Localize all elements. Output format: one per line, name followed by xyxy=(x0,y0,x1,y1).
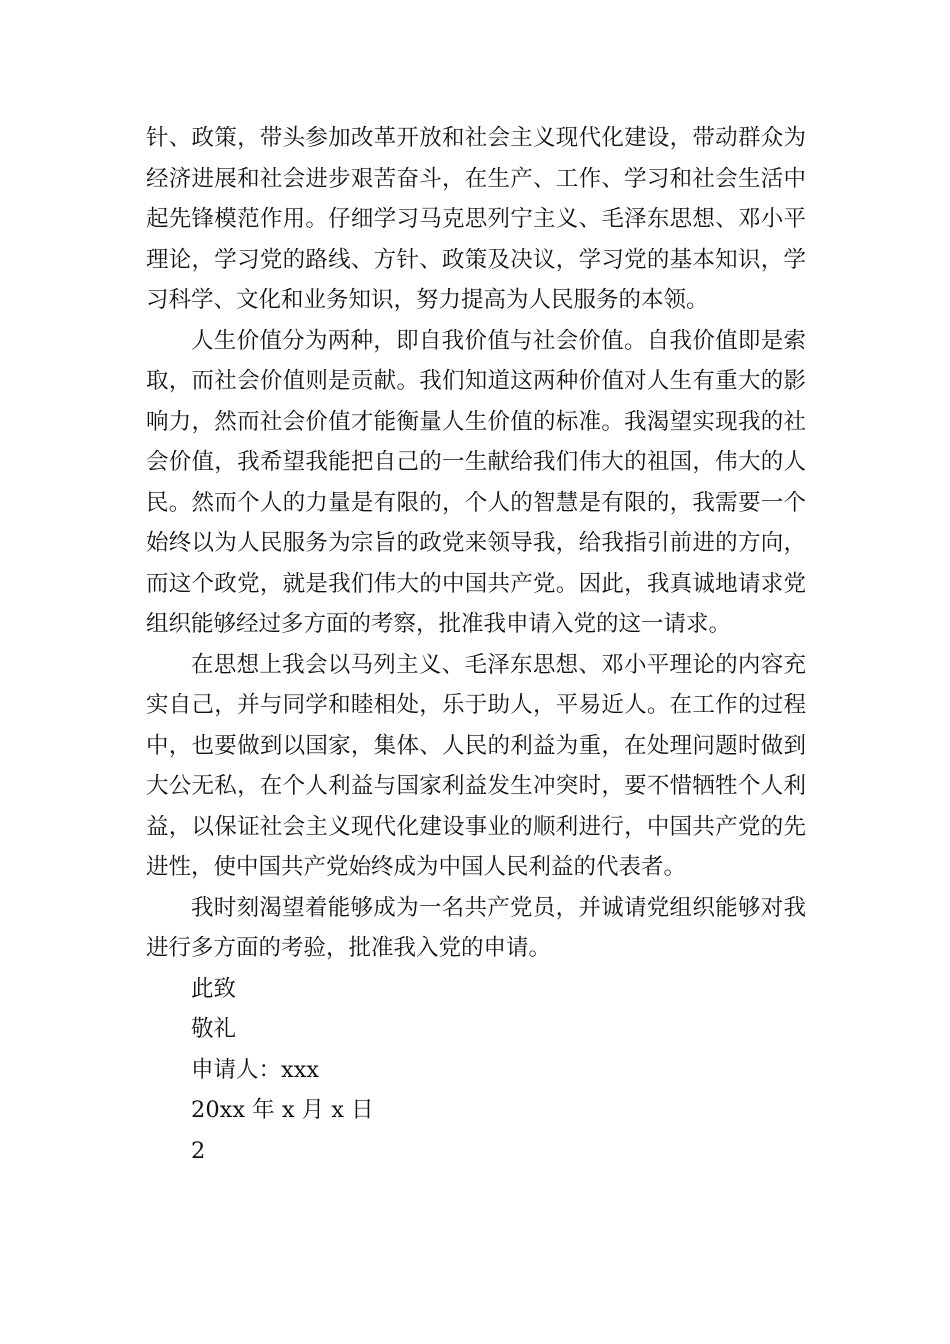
paragraph-ideology: 在思想上我会以马列主义、毛泽东思想、邓小平理论的内容充实自己，并与同学和睦相处，乐于助人，平易近人。在工作的过程中，也要做到以国家，集体、人民的利益为重，在处理问题时做到大公无私，在个人利益与国家利益发生冲突时，要不惜牺牲个人利益，以保证社会主义现代化建设事业的顺利进行，中国共产党的先进性，使中国共产党始终成为中国人民利益的代表者。 xyxy=(146,651,806,880)
document-body xyxy=(146,118,806,1171)
salutation-line: 敬礼 xyxy=(191,1016,237,1042)
closing-line: 此致 xyxy=(191,975,237,1002)
paragraph-request: 我时刻渴望着能够成为一名共产党员，并诚请党组织能够对我进行多方面的考验，批准我入党的申请。 xyxy=(146,894,806,961)
page-number: 2 xyxy=(191,1137,206,1164)
date-line: 20xx 年 x 月 x 日 xyxy=(191,1097,374,1123)
paragraph-continued: 针、政策，带头参加改革开放和社会主义现代化建设，带动群众为经济进展和社会进步艰苦奋斗，在生产、工作、学习和社会生活中起先锋模范作用。仔细学习马克思列宁主义、毛泽东思想、邓小平理论，学习党的路线、方针、政策及决议，学习党的基本知识，学习科学、文化和业务知识，努力提高为人民服务的本领。 xyxy=(146,125,806,313)
applicant-signature: 申请人：xxx xyxy=(191,1056,320,1083)
paragraph-life-value: 人生价值分为两种，即自我价值与社会价值。自我价值即是索取，而社会价值则是贡献。我们知道这两种价值对人生有重大的影响力，然而社会价值才能衡量人生价值的标准。我渴望实现我的社会价值，我希望我能把自己的一生献给我们伟大的祖国，伟大的人民。然而个人的力量是有限的，个人的智慧是有限的，我需要一个始终以为人民服务为宗旨的政党来领导我，给我指引前进的方向，而这个政党，就是我们伟大的中国共产党。因此，我真诚地请求党组织能够经过多方面的考察，批准我申请入党的这一请求。 xyxy=(146,327,806,637)
